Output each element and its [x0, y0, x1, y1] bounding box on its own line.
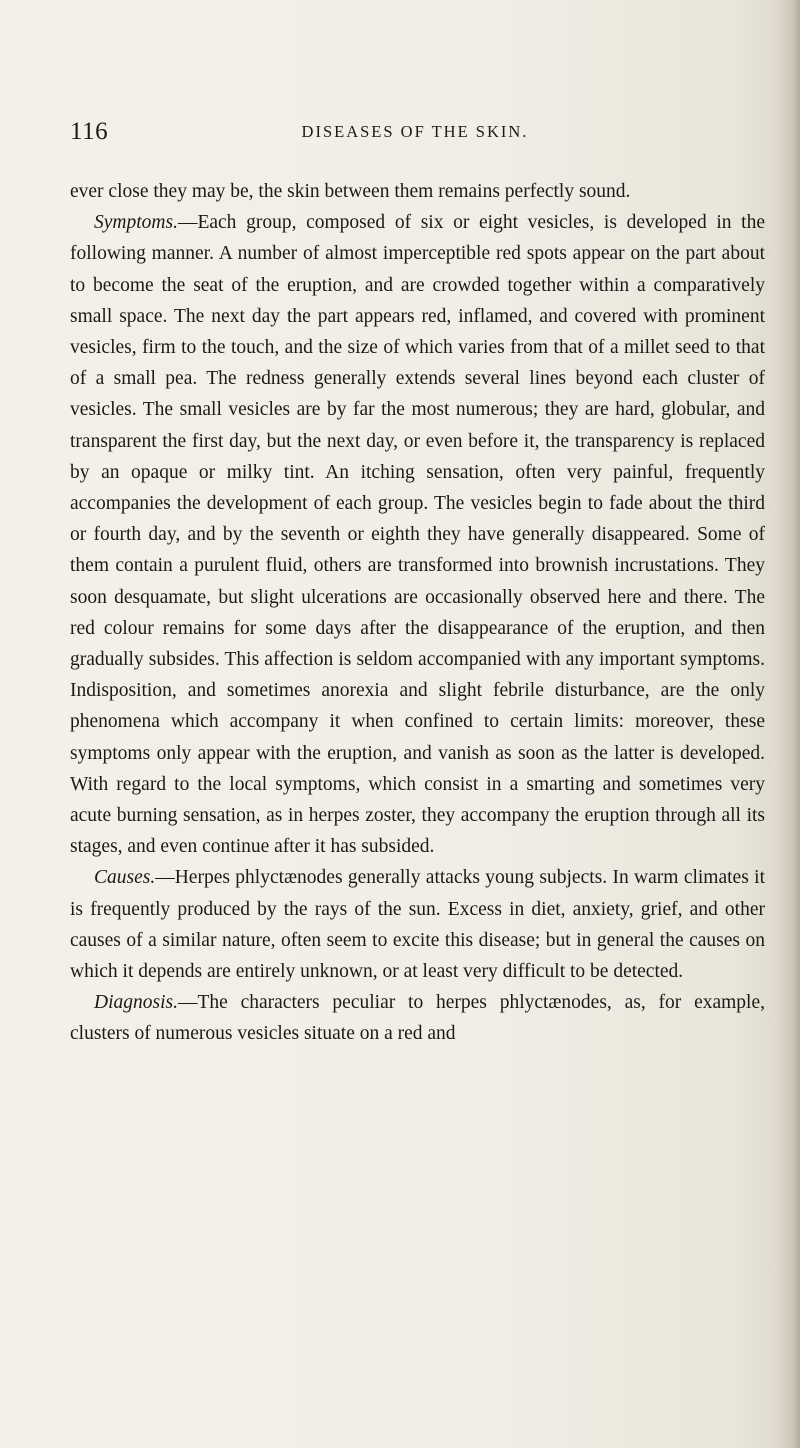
page-number: 116 [70, 118, 109, 145]
paragraph-text: —Each group, composed of six or eight vesicles, is developed in the following manner. A number of almost imperceptible red spots appear on the part about to become the seat of the eruption, and are crowded together within a comparatively small space. The next day the part appears red, inflamed, and covered with prominent vesicles, firm to the touch, and the size of which varies from that of a millet seed to that of a small pea. The redness generally extends several lines beyond each cluster of vesicles. The small vesicles are by far the most numerous; they are hard, globular, and transparent the first day, but the next day, or even before it, the transparency is replaced by an opaque or milky tint. An itching sensation, often very painful, frequently accompanies the development of each group. The vesicles begin to fade about the third or fourth day, and by the seventh or eighth they have generally disappeared. Some of them contain a purulent fluid, others are transformed into brownish incrustations. They soon desquamate, but slight ulcerations are occasionally observed here and there. The red colour remains for some days after the disappearance of the eruption, and then gradually subsides. This affection is seldom accompanied with any important symptoms. Indisposition, and sometimes anorexia and slight febrile disturbance, are the only phenomena which accompany it when confined to certain limits: moreover, these symptoms only appear with the eruption, and vanish as soon as the latter is developed. With regard to the local symptoms, which consist in a smarting and sometimes very acute burning sensation, as in herpes zoster, they accompany the eruption through all its stages, and even continue after it has subsided. [70, 212, 765, 858]
page-edge-shadow [778, 0, 800, 1448]
paragraph-text: —The characters peculiar to herpes phlyctænodes, as, for example, clusters of numerous vesicles situate on a red and [70, 992, 765, 1045]
paragraph-continuation [70, 176, 765, 207]
body-text [70, 176, 765, 1050]
paragraph-causes [70, 862, 765, 987]
section-heading-causes: Causes. [94, 867, 156, 889]
section-heading-symptoms: Symptoms. [94, 212, 178, 234]
paragraph-text: —Herpes phlyctænodes generally attacks young subjects. In warm climates it is frequently produced by the rays of the sun. Excess in diet, anxiety, grief, and other causes of a similar nature, often seem to excite this disease; but in general the causes on which it depends are entirely unknown, or at least very difficult to be detected. [70, 867, 765, 983]
paragraph-diagnosis [70, 987, 765, 1049]
running-title: DISEASES OF THE SKIN. [301, 122, 529, 141]
running-head [70, 118, 760, 152]
section-heading-diagnosis: Diagnosis. [94, 992, 178, 1014]
paragraph-text: ever close they may be, the skin between them remains perfectly sound. [70, 181, 631, 202]
paragraph-symptoms [70, 207, 765, 862]
